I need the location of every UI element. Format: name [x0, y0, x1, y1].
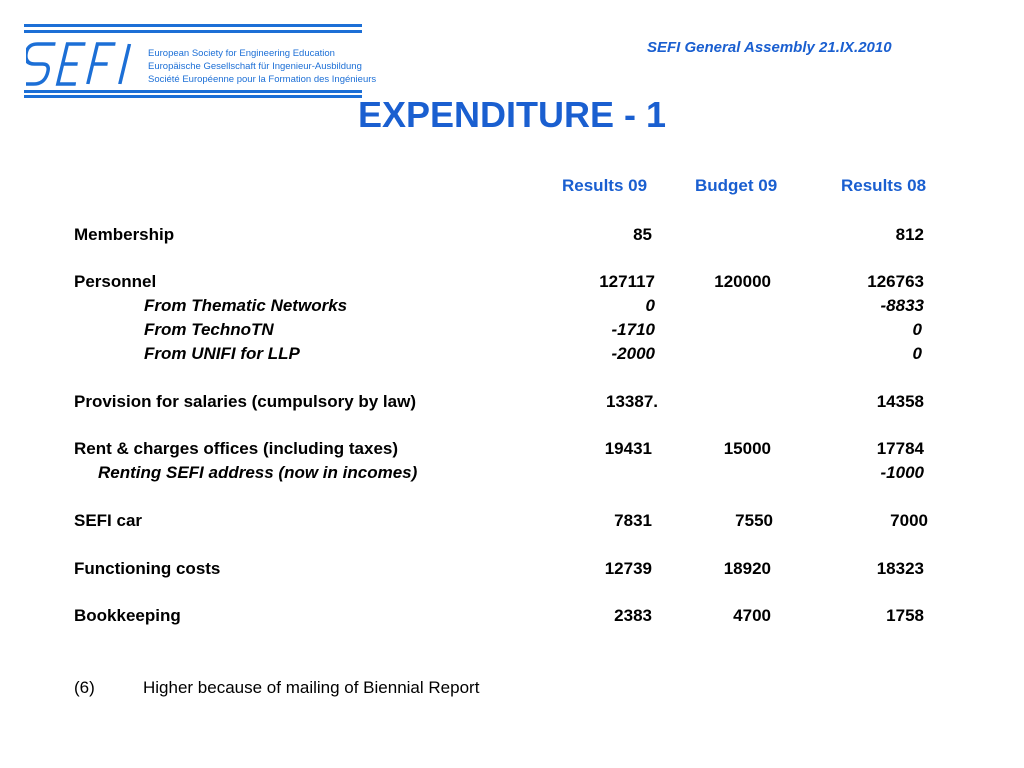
cell-results-09: 13387.: [606, 392, 658, 411]
sefi-logo: [24, 24, 377, 98]
column-header-budget-09: Budget 09: [695, 176, 778, 195]
cell-results-08: 126763: [867, 272, 924, 291]
cell-results-08: 0: [912, 320, 922, 339]
cell-results-08: 0: [912, 344, 922, 363]
cell-results-09: 12739: [604, 559, 652, 578]
table-row: [0, 392, 1024, 416]
cell-results-08: 1758: [886, 606, 924, 625]
logo-stripe: [24, 90, 362, 93]
cell-budget-09: 7550: [735, 511, 773, 530]
column-header-results-08: Results 08: [841, 176, 927, 195]
page-title: EXPENDITURE - 1: [357, 94, 667, 135]
table-row: [0, 320, 1024, 344]
cell-results-08: -8833: [880, 296, 924, 315]
row-label: SEFI car: [74, 511, 143, 530]
cell-results-09: -2000: [611, 344, 655, 363]
logo-line-en: European Society for Engineering Education: [148, 48, 335, 59]
logo-line-de: Europäische Gesellschaft für Ingenieur-Ausbildung: [148, 61, 362, 72]
cell-results-09: 85: [633, 225, 652, 244]
table-row: [0, 559, 1024, 583]
cell-results-09: -1710: [611, 320, 655, 339]
column-header-results-09: Results 09: [562, 176, 648, 195]
footnote-number: (6): [74, 678, 95, 697]
cell-budget-09: 18920: [723, 559, 771, 578]
cell-budget-09: 120000: [714, 272, 771, 291]
logo-line-fr: Société Européenne pour la Formation des Ingénieurs: [148, 74, 377, 85]
cell-results-08: 17784: [876, 439, 924, 458]
cell-budget-09: 4700: [733, 606, 771, 625]
cell-results-08: -1000: [880, 463, 924, 482]
row-label: From TechnoTN: [144, 320, 274, 339]
event-header: SEFI General Assembly 21.IX.2010: [647, 39, 892, 56]
logo-stripe: [24, 30, 362, 33]
table-row: [0, 272, 1024, 296]
cell-results-09: 0: [645, 296, 655, 315]
row-label: Rent & charges offices (including taxes): [74, 439, 399, 458]
table-row: [0, 225, 1024, 249]
cell-results-09: 2383: [614, 606, 652, 625]
row-label: Personnel: [74, 272, 157, 291]
table-row: [0, 439, 1024, 463]
row-label: From UNIFI for LLP: [144, 344, 300, 363]
row-label: Functioning costs: [74, 559, 221, 578]
cell-results-09: 127117: [599, 272, 655, 291]
table-row: [0, 463, 1024, 487]
row-label: Provision for salaries (cumpulsory by law): [74, 392, 416, 411]
logo-stripe: [24, 24, 362, 27]
table-row: [0, 344, 1024, 368]
table-row: [0, 511, 1024, 535]
cell-budget-09: 15000: [723, 439, 771, 458]
row-label: Renting SEFI address (now in incomes): [98, 463, 418, 482]
sefi-logo-letters: [26, 40, 144, 88]
cell-results-08: 14358: [876, 392, 924, 411]
row-label: Bookkeeping: [74, 606, 181, 625]
cell-results-09: 19431: [604, 439, 652, 458]
row-label: From Thematic Networks: [144, 296, 348, 315]
cell-results-08: 812: [895, 225, 924, 244]
cell-results-09: 7831: [614, 511, 652, 530]
cell-results-08: 18323: [876, 559, 924, 578]
footnote-text: Higher because of mailing of Biennial Report: [143, 678, 480, 697]
table-row: [0, 606, 1024, 630]
row-label: Membership: [74, 225, 175, 244]
cell-results-08: 7000: [890, 511, 928, 530]
table-row: [0, 296, 1024, 320]
